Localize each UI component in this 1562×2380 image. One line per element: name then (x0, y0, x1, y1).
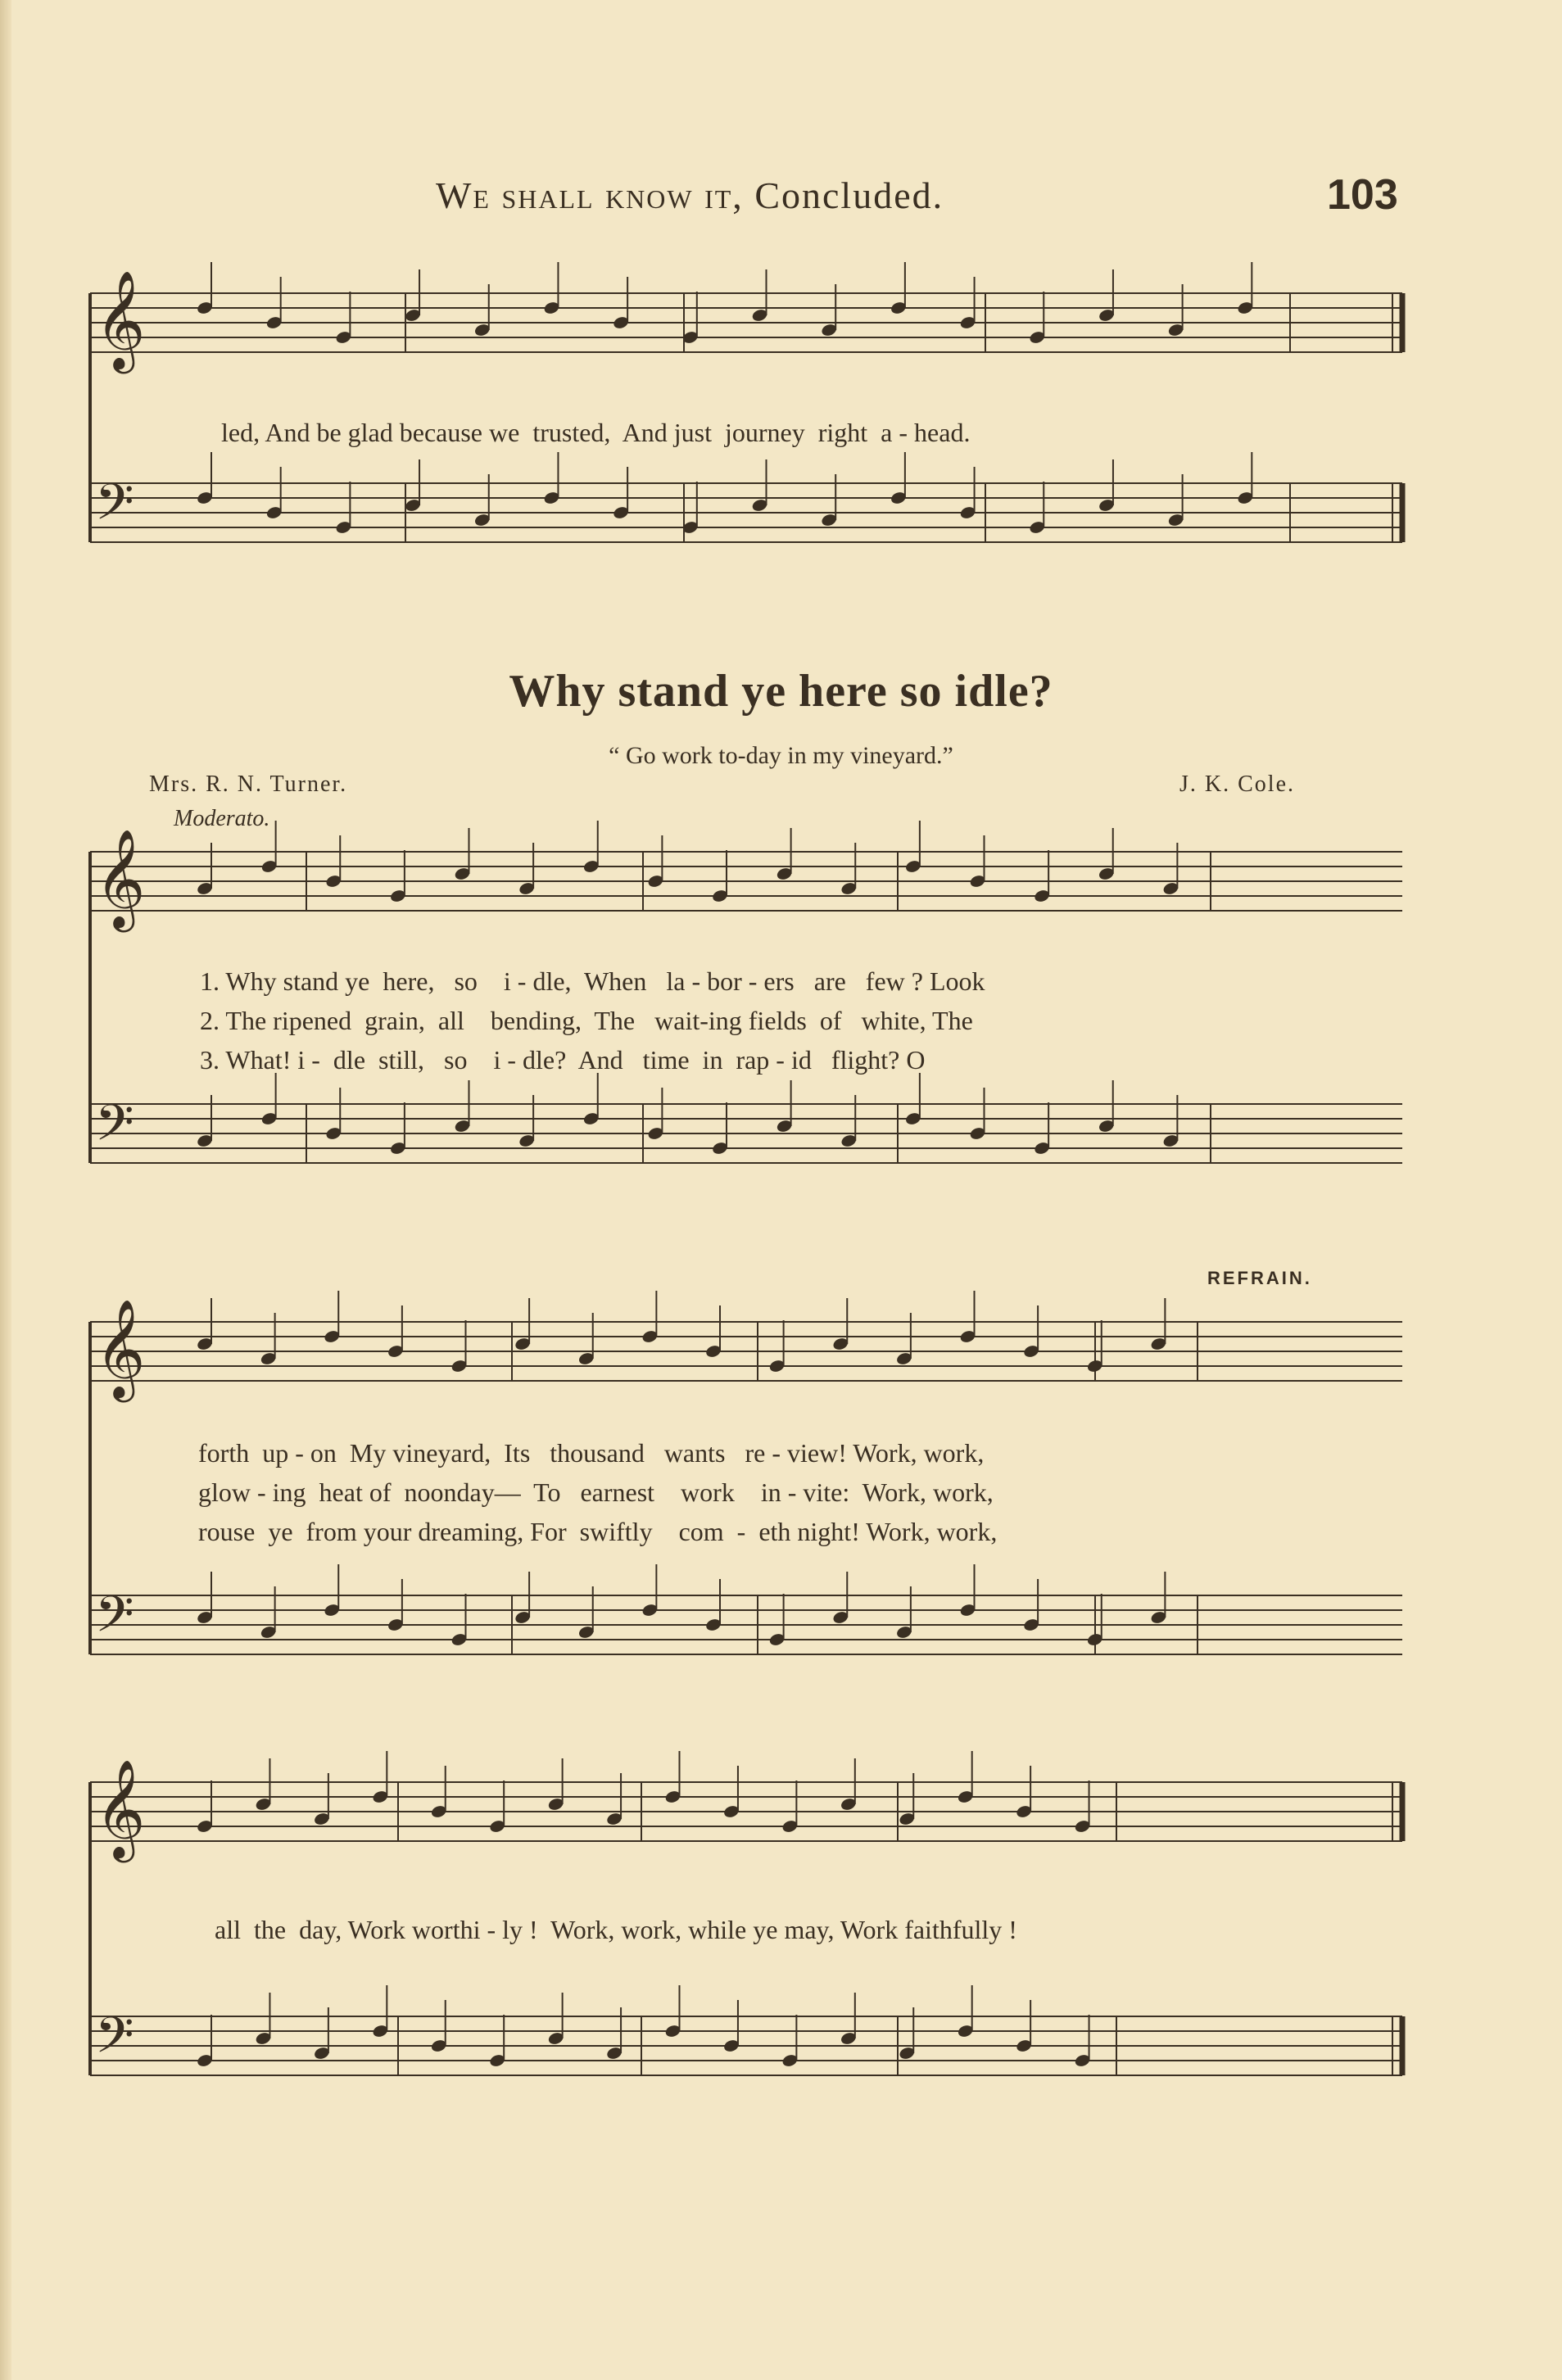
lyrics-system-1: led, And be glad because we trusted, And just journey right a - head. (221, 418, 971, 447)
page-number: 103 (1327, 171, 1398, 219)
treble-clef: 𝄞 (95, 828, 146, 928)
bass-clef: 𝄢 (95, 473, 134, 544)
composer-credit: J. K. Cole. (1179, 771, 1295, 797)
lyrics-verse-1-line-1: 1. Why stand ye here, so i - dle, When la - bor - ers are few ? Look (200, 966, 985, 996)
lyrics-verse-2-line-1: 2. The ripened grain, all bending, The wait-ing fields of white, The (200, 1006, 973, 1035)
lyrics-refrain: all the day, Work worthi - ly ! Work, work, while ye may, Work faithfully ! (215, 1915, 1017, 1944)
treble-clef: 𝄞 (95, 1758, 146, 1858)
bass-clef: 𝄢 (95, 1094, 134, 1165)
lyrics-verse-3-line-1: 3. What! i - dle still, so i - dle? And time in rap - id flight? O (200, 1045, 926, 1075)
bass-clef: 𝄢 (95, 2007, 134, 2077)
lyrics-verse-1-line-2: forth up - on My vineyard, Its thousand wants re - view! Work, work, (198, 1438, 985, 1468)
song-title: Why stand ye here so idle? (509, 666, 1053, 717)
running-title-rest: Concluded. (743, 174, 944, 216)
refrain-label: REFRAIN. (1207, 1268, 1312, 1288)
running-title-lead: We shall know it, (436, 174, 744, 216)
song-subtitle: “ Go work to-day in my vineyard.” (609, 742, 953, 769)
lyrics-verse-3-line-2: rouse ye from your dreaming, For swiftly com - eth night! Work, work, (198, 1517, 998, 1546)
tempo-marking: Moderato. (174, 806, 270, 831)
lyrics-verse-2-line-2: glow - ing heat of noonday— To earnest work in - vite: Work, work, (198, 1477, 994, 1507)
treble-clef: 𝄞 (95, 269, 146, 369)
bass-clef: 𝄢 (95, 1586, 134, 1656)
author-credit: Mrs. R. N. Turner. (149, 771, 348, 797)
treble-clef: 𝄞 (95, 1298, 146, 1398)
